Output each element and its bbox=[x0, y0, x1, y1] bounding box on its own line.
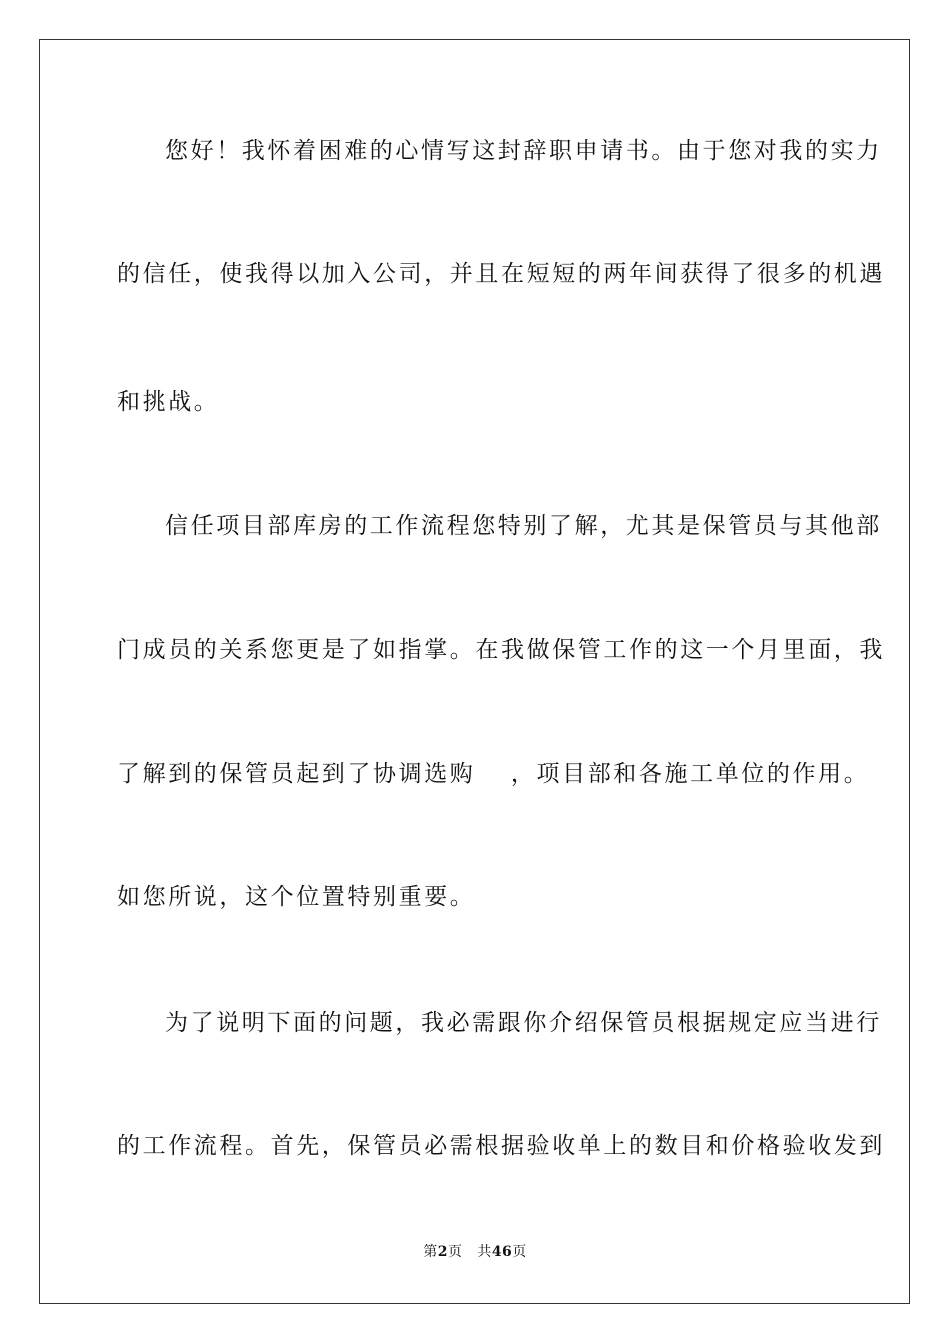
paragraph-2-line-1: 信任项目部库房的工作流程您特别了解，尤其是保管员与其他部 bbox=[165, 513, 882, 539]
page-suffix: 页 bbox=[447, 1244, 463, 1260]
paragraph-2-line-4: 如您所说，这个位置特别重要。 bbox=[117, 884, 476, 910]
page-prefix: 第 bbox=[423, 1244, 438, 1260]
total-suffix: 页 bbox=[512, 1244, 527, 1260]
paragraph-1-line-2: 的信任，使我得以加入公司，并且在短短的两年间获得了很多的机遇 bbox=[117, 261, 885, 287]
page-number: 2 bbox=[437, 1244, 448, 1260]
total-prefix: 共 bbox=[477, 1244, 492, 1260]
paragraph-2-line-2: 门成员的关系您更是了如指掌。在我做保管工作的这一个月里面，我 bbox=[117, 637, 885, 663]
paragraph-3-line-1: 为了说明下面的问题，我必需跟你介绍保管员根据规定应当进行 bbox=[165, 1010, 882, 1036]
paragraph-2-line-3: 了解到的保管员起到了协调选购 ，项目部和各施工单位的作用。 bbox=[117, 761, 870, 787]
page-frame bbox=[39, 39, 910, 1304]
page-footer bbox=[0, 1242, 950, 1262]
paragraph-1-line-3: 和挑战。 bbox=[117, 389, 220, 415]
paragraph-3-line-2: 的工作流程。首先，保管员必需根据验收单上的数目和价格验收发到 bbox=[117, 1133, 885, 1159]
paragraph-1-line-1: 您好！我怀着困难的心情写这封辞职申请书。由于您对我的实力 bbox=[165, 138, 882, 164]
total-pages: 46 bbox=[491, 1244, 513, 1260]
